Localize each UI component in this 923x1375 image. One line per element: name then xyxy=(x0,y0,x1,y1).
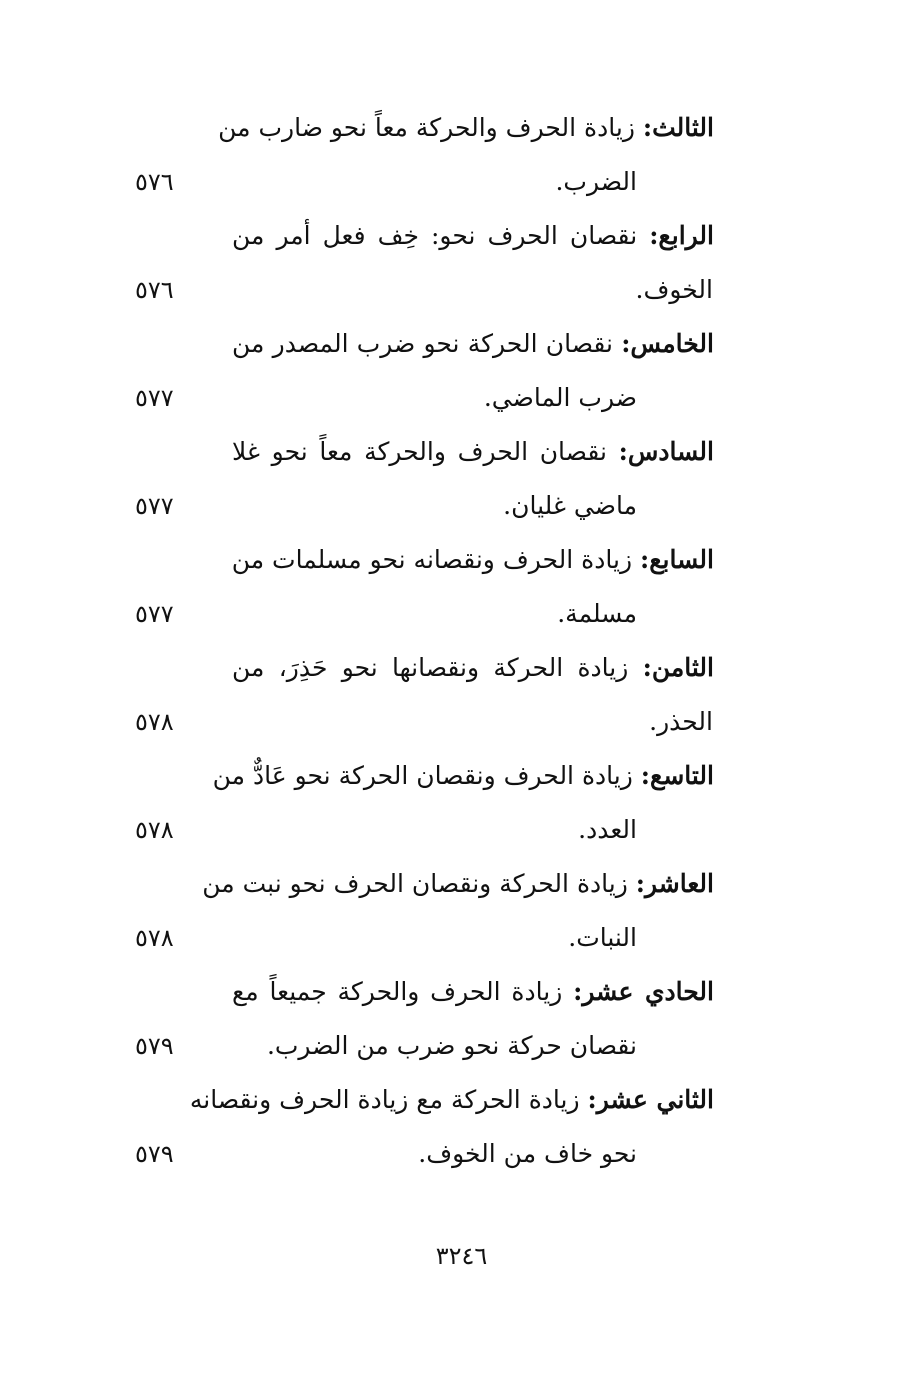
entry-label: الثالث: xyxy=(642,113,714,142)
page-reference: ٥٧٩ xyxy=(135,1140,174,1168)
entry-first-line xyxy=(189,1080,714,1120)
index-entry xyxy=(0,972,923,1080)
index-entry xyxy=(0,216,923,324)
entry-text: زيادة الحركة ونقصان الحرف نحو نبت من xyxy=(202,869,636,898)
entry-label: التاسع: xyxy=(640,761,714,790)
index-entry xyxy=(0,864,923,972)
entry-text: زيادة الحركة مع زيادة الحرف ونقصانه xyxy=(189,1085,588,1114)
entry-text: زيادة الحرف ونقصان الحركة نحو عَادٌّ من xyxy=(212,761,641,790)
entry-text: نقصان الحرف والحركة معاً نحو غلا xyxy=(232,437,619,466)
entry-continuation: ضرب الماضي. xyxy=(483,383,637,412)
entry-label: السادس: xyxy=(618,437,714,466)
entry-text: زيادة الحركة ونقصانها نحو حَذِرَ، من xyxy=(232,653,643,682)
entry-label: العاشر: xyxy=(635,869,714,898)
entry-text: زيادة الحرف والحركة معاً نحو ضارب من xyxy=(218,113,643,142)
entry-label: الرابع: xyxy=(649,221,714,250)
page-reference: ٥٧٦ xyxy=(135,168,174,196)
index-entry xyxy=(0,648,923,756)
entry-text: زيادة الحرف ونقصانه نحو مسلمات من xyxy=(231,545,641,574)
index-entry xyxy=(0,432,923,540)
entry-continuation: الحذر. xyxy=(649,707,713,736)
entry-label: الثاني عشر: xyxy=(587,1085,714,1114)
entry-continuation: نحو خاف من الخوف. xyxy=(418,1139,637,1168)
entry-first-line xyxy=(202,864,714,904)
entry-label: الحادي عشر: xyxy=(573,977,714,1006)
entry-continuation: ماضي غليان. xyxy=(503,491,637,520)
entry-continuation: نقصان حركة نحو ضرب من الضرب. xyxy=(266,1031,637,1060)
page-reference: ٥٧٦ xyxy=(135,276,174,304)
index-entry xyxy=(0,756,923,864)
index-entry xyxy=(0,540,923,648)
entry-label: الثامن: xyxy=(642,653,714,682)
page-number: ٣٢٤٦ xyxy=(435,1242,488,1270)
entry-continuation: مسلمة. xyxy=(557,599,637,628)
entry-continuation: الخوف. xyxy=(635,275,713,304)
entry-label: السابع: xyxy=(640,545,714,574)
page-reference: ٥٧٨ xyxy=(135,708,174,736)
entry-first-line xyxy=(232,432,714,472)
index-entry xyxy=(0,324,923,432)
page-reference: ٥٧٨ xyxy=(135,924,174,952)
page-reference: ٥٧٧ xyxy=(135,600,174,628)
entry-text: نقصان الحركة نحو ضرب المصدر من xyxy=(232,329,622,358)
entry-text: زيادة الحرف والحركة جميعاً مع xyxy=(232,977,574,1006)
page-reference: ٥٧٩ xyxy=(135,1032,174,1060)
entry-label: الخامس: xyxy=(621,329,714,358)
entry-first-line xyxy=(218,108,714,148)
index-entry xyxy=(0,108,923,216)
entry-first-line xyxy=(232,324,714,364)
entry-continuation: الضرب. xyxy=(555,167,637,196)
entry-continuation: النبات. xyxy=(568,923,637,952)
page-reference: ٥٧٧ xyxy=(135,492,174,520)
page-reference: ٥٧٨ xyxy=(135,816,174,844)
entry-text: نقصان الحرف نحو: خِف فعل أمر من xyxy=(232,221,650,250)
entry-first-line xyxy=(232,648,714,688)
entry-first-line xyxy=(232,216,714,256)
entry-first-line xyxy=(232,972,714,1012)
page-reference: ٥٧٧ xyxy=(135,384,174,412)
index-entry xyxy=(0,1080,923,1188)
entry-first-line xyxy=(232,540,714,580)
entry-continuation: العدد. xyxy=(578,815,637,844)
entry-first-line xyxy=(212,756,714,796)
